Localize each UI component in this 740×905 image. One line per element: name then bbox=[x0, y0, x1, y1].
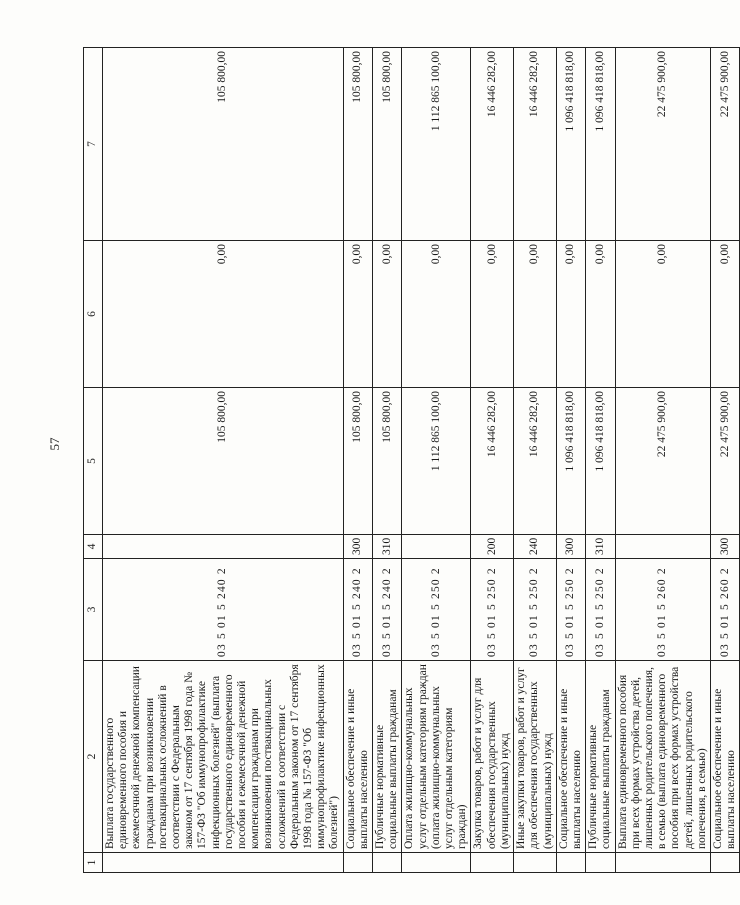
amount: 1 096 418 818,00 bbox=[586, 388, 615, 535]
row-number bbox=[402, 853, 471, 873]
amount: 105 800,00 bbox=[373, 388, 402, 535]
item-name: Публичные нормативные социальные выплаты гражданам bbox=[373, 661, 402, 853]
table-row bbox=[103, 48, 344, 873]
col7-value: 105 800,00 bbox=[103, 48, 344, 241]
item-name: Выплата единовременного пособия при всех формах устройства детей, лишенных родительского попечения, в семью (выплата единовременного пособия при всех формах устройства детей, лишенных родительского попечения, в семью) bbox=[615, 661, 710, 853]
amount: 16 446 282,00 bbox=[514, 388, 557, 535]
col7-value: 1 112 865 100,00 bbox=[402, 48, 471, 241]
item-name: Публичные нормативные социальные выплаты гражданам bbox=[586, 661, 615, 853]
expense-type: 310 bbox=[373, 535, 402, 559]
col6-value: 0,00 bbox=[373, 241, 402, 388]
col7-value: 105 800,00 bbox=[343, 48, 372, 241]
row-number bbox=[103, 853, 344, 873]
col7-value: 22 475 900,00 bbox=[615, 48, 710, 241]
expense-type: 300 bbox=[710, 535, 739, 559]
col6-value: 0,00 bbox=[471, 241, 514, 388]
header-col-2: 2 bbox=[84, 661, 103, 853]
expense-type bbox=[103, 535, 344, 559]
row-number bbox=[710, 853, 739, 873]
col7-value: 1 096 418 818,00 bbox=[556, 48, 585, 241]
amount: 105 800,00 bbox=[343, 388, 372, 535]
expense-type: 300 bbox=[556, 535, 585, 559]
row-number bbox=[373, 853, 402, 873]
table-row bbox=[615, 48, 710, 873]
amount: 16 446 282,00 bbox=[471, 388, 514, 535]
target-code: 03 5 01 5 250 2 bbox=[556, 559, 585, 661]
row-number bbox=[343, 853, 372, 873]
amount: 1 112 865 100,00 bbox=[402, 388, 471, 535]
target-code: 03 5 01 5 250 2 bbox=[402, 559, 471, 661]
header-row bbox=[84, 48, 103, 873]
target-code: 03 5 01 5 240 2 bbox=[103, 559, 344, 661]
item-name: Закупка товаров, работ и услуг для обеспечения государственных (муниципальных) нужд bbox=[471, 661, 514, 853]
expense-type bbox=[615, 535, 710, 559]
item-name: Социальное обеспечение и иные выплаты населению bbox=[710, 661, 739, 853]
item-name: Оплата жилищно-коммунальных услуг отдельным категориям граждан (оплата жилищно-коммунальных услуг отдельным категориям граждан) bbox=[402, 661, 471, 853]
expense-type: 240 bbox=[514, 535, 557, 559]
col6-value: 0,00 bbox=[710, 241, 739, 388]
budget-table bbox=[83, 47, 740, 873]
item-name: Социальное обеспечение и иные выплаты населению bbox=[343, 661, 372, 853]
header-col-4: 4 bbox=[84, 535, 103, 559]
col7-value: 16 446 282,00 bbox=[514, 48, 557, 241]
amount: 105 800,00 bbox=[103, 388, 344, 535]
row-number bbox=[615, 853, 710, 873]
col7-value: 1 096 418 818,00 bbox=[586, 48, 615, 241]
col6-value: 0,00 bbox=[343, 241, 372, 388]
col7-value: 22 475 900,00 bbox=[710, 48, 739, 241]
col6-value: 0,00 bbox=[514, 241, 557, 388]
rotated-budget-table-container bbox=[83, 48, 738, 873]
col7-value: 16 446 282,00 bbox=[471, 48, 514, 241]
row-number bbox=[514, 853, 557, 873]
target-code: 03 5 01 5 260 2 bbox=[710, 559, 739, 661]
table-row bbox=[343, 48, 372, 873]
header-col-6: 6 bbox=[84, 241, 103, 388]
target-code: 03 5 01 5 250 2 bbox=[514, 559, 557, 661]
table-row bbox=[514, 48, 557, 873]
amount: 22 475 900,00 bbox=[615, 388, 710, 535]
target-code: 03 5 01 5 240 2 bbox=[343, 559, 372, 661]
table-row bbox=[471, 48, 514, 873]
col6-value: 0,00 bbox=[402, 241, 471, 388]
expense-type: 200 bbox=[471, 535, 514, 559]
target-code: 03 5 01 5 250 2 bbox=[586, 559, 615, 661]
col6-value: 0,00 bbox=[103, 241, 344, 388]
header-col-1: 1 bbox=[84, 853, 103, 873]
header-col-7: 7 bbox=[84, 48, 103, 241]
target-code: 03 5 01 5 260 2 bbox=[615, 559, 710, 661]
item-name: Иные закупки товаров, работ и услуг для обеспечения государственных (муниципальных) нужд bbox=[514, 661, 557, 853]
table-row bbox=[586, 48, 615, 873]
header-col-3: 3 bbox=[84, 559, 103, 661]
col6-value: 0,00 bbox=[615, 241, 710, 388]
header-col-5: 5 bbox=[84, 388, 103, 535]
row-number bbox=[471, 853, 514, 873]
table-row bbox=[402, 48, 471, 873]
page-number: 57 bbox=[47, 437, 62, 451]
row-number bbox=[586, 853, 615, 873]
target-code: 03 5 01 5 240 2 bbox=[373, 559, 402, 661]
col7-value: 105 800,00 bbox=[373, 48, 402, 241]
target-code: 03 5 01 5 250 2 bbox=[471, 559, 514, 661]
table-row bbox=[556, 48, 585, 873]
amount: 22 475 900,00 bbox=[710, 388, 739, 535]
amount: 1 096 418 818,00 bbox=[556, 388, 585, 535]
expense-type bbox=[402, 535, 471, 559]
item-name: Социальное обеспечение и иные выплаты населению bbox=[556, 661, 585, 853]
table-row bbox=[373, 48, 402, 873]
expense-type: 300 bbox=[343, 535, 372, 559]
row-number bbox=[556, 853, 585, 873]
expense-type: 310 bbox=[586, 535, 615, 559]
col6-value: 0,00 bbox=[556, 241, 585, 388]
table-row bbox=[710, 48, 739, 873]
col6-value: 0,00 bbox=[586, 241, 615, 388]
item-name: Выплата государственного единовременного пособия и ежемесячной денежной компенсации гражданам при возникновении поствакцинальных осложнений в соответствии с Федеральным законом от 17 сентября 1998 года № 157-ФЗ "Об иммунопрофилактике инфекционных болезней" (выплата государственного единовременного пособия и ежемесячной денежной компенсации гражданам при возникновении поствакцинальных осложнений в соответствии с Федеральным законом от 17 сентября 1998 года № 157-ФЗ "Об иммунопрофилактике инфекционных болезней") bbox=[103, 661, 344, 853]
